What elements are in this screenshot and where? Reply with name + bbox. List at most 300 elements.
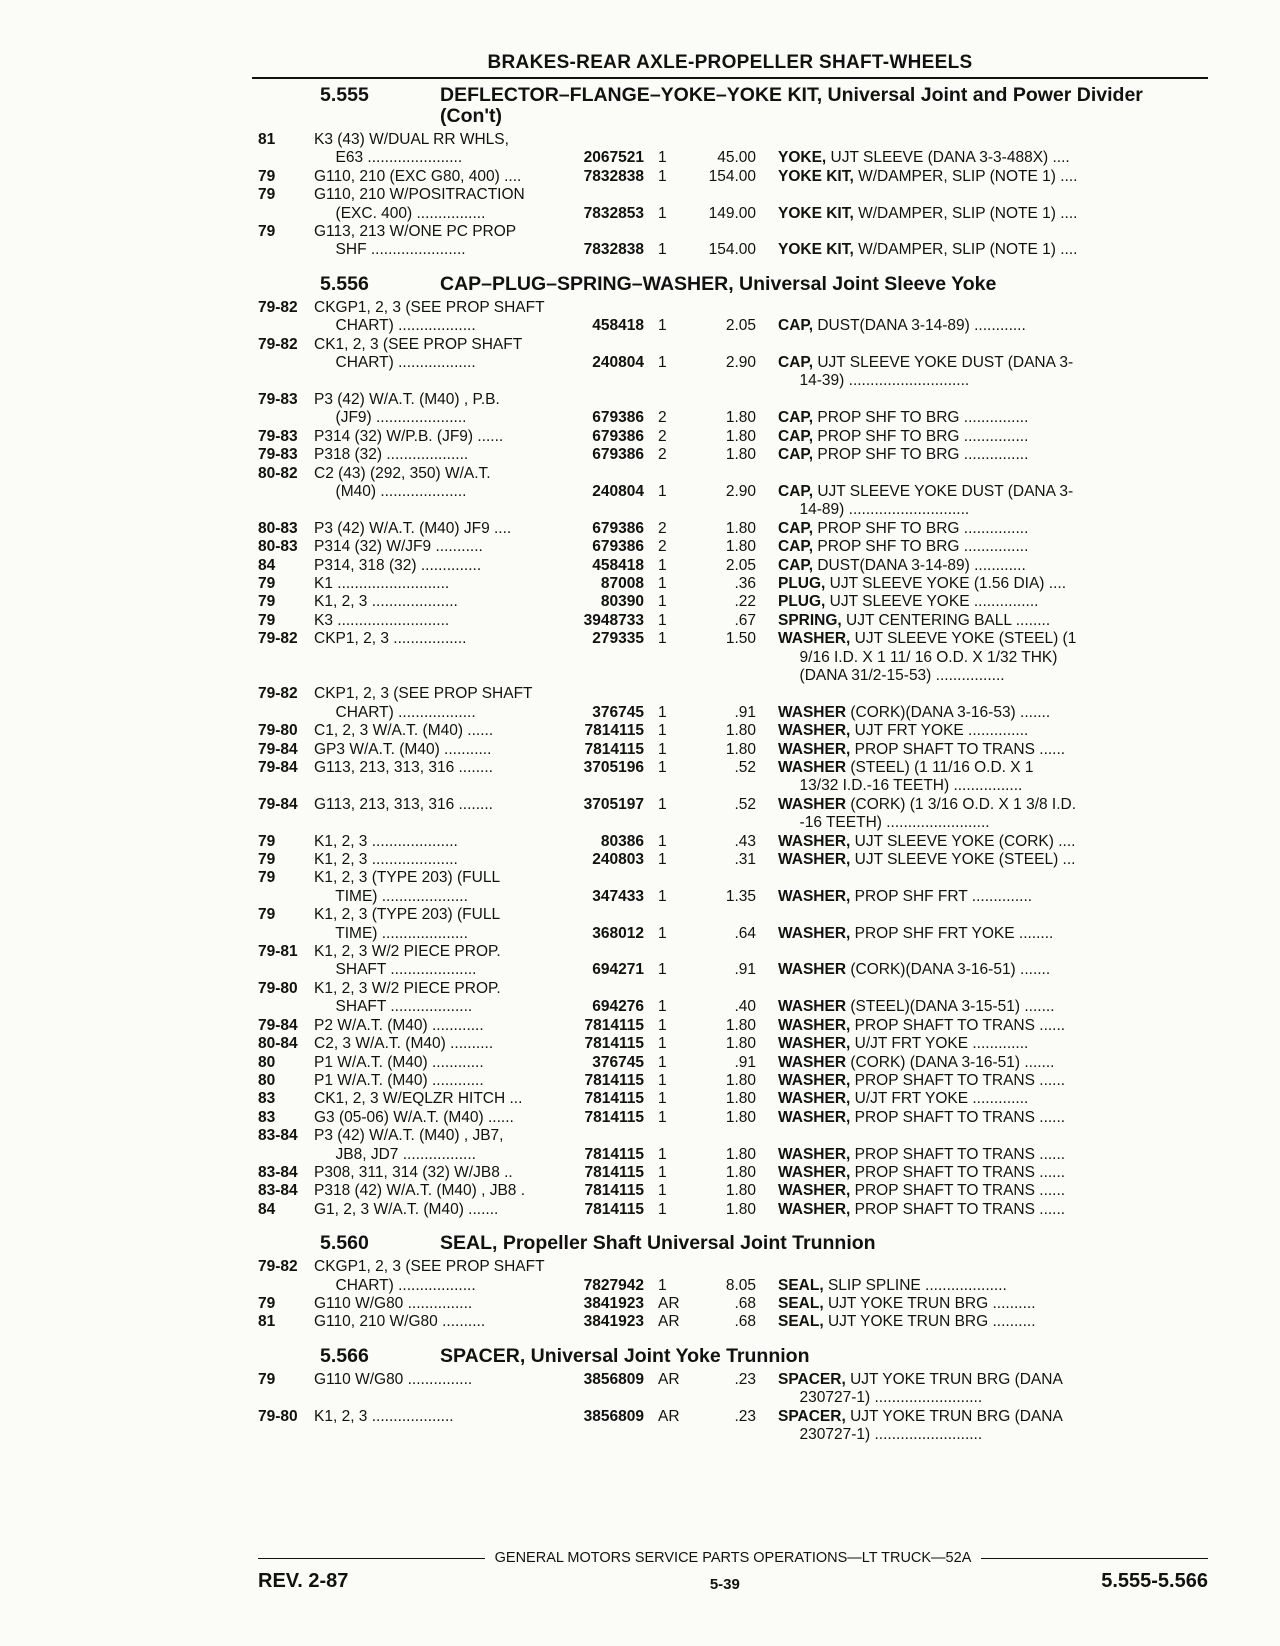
price-cell <box>686 667 756 685</box>
description-cell <box>756 593 1208 611</box>
part-number-cell: 2067521 <box>583 149 644 167</box>
application-cell: G110, 210 W/G80 .......... <box>314 1313 486 1331</box>
part-name: WASHER <box>778 961 847 979</box>
footer-rule-left <box>258 1558 485 1559</box>
price-cell <box>686 869 756 887</box>
footer-rule-line <box>258 1550 1208 1566</box>
price-cell: .68 <box>734 1294 756 1312</box>
description-cell <box>756 520 1208 538</box>
description-cell <box>756 851 1208 869</box>
quantity-cell <box>644 501 686 519</box>
application-cell: P3 (42) W/A.T. (M40) JF9 .... <box>314 519 512 537</box>
description-cell <box>756 869 1208 887</box>
description-text: (CORK)(DANA 3-16-51) ....... <box>846 961 1051 979</box>
price-cell: .64 <box>734 924 756 942</box>
application-cell: P2 W/A.T. (M40) ............ <box>314 1016 484 1034</box>
quantity-cell: 1 <box>658 167 667 185</box>
application-cell: C2 (43) (292, 350) W/A.T. <box>314 464 491 482</box>
description-cell <box>756 131 1208 149</box>
quantity-cell: AR <box>658 1370 680 1388</box>
part-number-cell: 7814115 <box>584 1071 644 1089</box>
table-row <box>258 1258 1208 1276</box>
description-cell <box>756 888 1208 906</box>
application-cell: C1, 2, 3 W/A.T. (M40) ...... <box>314 722 494 740</box>
price-cell: 1.80 <box>725 446 756 464</box>
year-cell: 79-82 <box>258 298 298 316</box>
table-row <box>258 520 1208 538</box>
quantity-cell <box>644 372 686 390</box>
description-cell <box>756 336 1208 354</box>
quantity-cell: 1 <box>658 593 667 611</box>
quantity-cell: 2 <box>658 519 667 537</box>
part-number-cell: 3856809 <box>583 1407 644 1425</box>
footer-rule-right <box>981 1558 1208 1559</box>
part-number-cell: 3856809 <box>583 1370 644 1388</box>
description-text: PROP SHAFT TO TRANS ...... <box>850 1108 1066 1126</box>
application-cell <box>314 1426 574 1444</box>
quantity-cell: 1 <box>658 832 667 850</box>
table-row <box>258 814 1208 832</box>
quantity-cell: AR <box>658 1313 680 1331</box>
description-cell <box>756 1182 1208 1200</box>
table-row <box>258 1313 1208 1331</box>
quantity-cell: 1 <box>658 961 667 979</box>
part-name: SEAL, <box>778 1276 824 1294</box>
description-cell <box>756 575 1208 593</box>
year-cell: 79 <box>258 611 276 629</box>
description-text: PROP SHF TO BRG ............... <box>813 538 1029 556</box>
table-row <box>258 1072 1208 1090</box>
year-cell: 79 <box>258 186 276 204</box>
price-cell: .22 <box>734 593 756 611</box>
part-name: SPACER, <box>778 1370 846 1388</box>
price-cell <box>686 1389 756 1407</box>
part-number-cell: 694271 <box>592 961 644 979</box>
part-number-cell <box>574 1426 644 1444</box>
section-range: 5.555-5.566 <box>1101 1570 1208 1592</box>
table-row <box>258 149 1208 167</box>
application-cell: CK1, 2, 3 (SEE PROP SHAFT <box>314 335 523 353</box>
quantity-cell: 1 <box>658 574 667 592</box>
quantity-cell <box>644 814 686 832</box>
description-text: SLIP SPLINE ................... <box>823 1276 1007 1294</box>
section-number: 5.566 <box>320 1344 369 1367</box>
quantity-cell: 1 <box>658 1145 667 1163</box>
part-name: WASHER, <box>778 1071 851 1089</box>
part-number-cell <box>574 465 644 483</box>
page-footer <box>258 1550 1208 1593</box>
year-cell: 83 <box>258 1108 276 1126</box>
price-cell: 1.80 <box>725 740 756 758</box>
part-number-cell: 7827942 <box>583 1276 644 1294</box>
year-cell: 79 <box>258 851 276 869</box>
description-text: PROP SHAFT TO TRANS ...... <box>850 1200 1066 1218</box>
quantity-cell <box>644 777 686 795</box>
quantity-cell: 1 <box>658 998 667 1016</box>
quantity-cell <box>644 649 686 667</box>
description-cell <box>756 557 1208 575</box>
price-cell: 2.05 <box>725 317 756 335</box>
section-title: DEFLECTOR–FLANGE–YOKE–YOKE KIT, Universal Joint and Power Divider (Con't) <box>440 84 1143 127</box>
quantity-cell: 1 <box>658 354 667 372</box>
table-row <box>258 483 1208 501</box>
table-row <box>258 1035 1208 1053</box>
table-row <box>258 906 1208 924</box>
application-cell: K1, 2, 3 W/2 PIECE PROP. <box>314 979 501 997</box>
quantity-cell: 1 <box>658 611 667 629</box>
description-cell <box>756 649 1208 667</box>
table-row <box>258 1109 1208 1127</box>
price-cell <box>686 391 756 409</box>
description-cell <box>756 391 1208 409</box>
application-cell: P314 (32) W/JF9 ........... <box>314 538 483 556</box>
application-cell <box>314 814 574 832</box>
price-cell <box>686 336 756 354</box>
year-cell: 79-83 <box>258 446 298 464</box>
year-cell <box>258 205 314 223</box>
part-number-cell: 679386 <box>592 409 644 427</box>
description-text: PROP SHAFT TO TRANS ...... <box>850 1145 1066 1163</box>
price-cell: 1.80 <box>725 409 756 427</box>
quantity-cell <box>644 869 686 887</box>
description-text: PROP SHAFT TO TRANS ...... <box>850 1071 1066 1089</box>
description-cell <box>756 1072 1208 1090</box>
description-cell <box>756 1164 1208 1182</box>
price-cell <box>686 186 756 204</box>
table-row <box>258 925 1208 943</box>
quantity-cell: 1 <box>658 851 667 869</box>
year-cell <box>258 409 314 427</box>
application-cell: K1, 2, 3 (TYPE 203) (FULL <box>314 869 501 887</box>
part-name: WASHER, <box>778 722 851 740</box>
part-name: CAP, <box>778 519 814 537</box>
description-cell <box>756 317 1208 335</box>
description-text: UJT SLEEVE YOKE ............... <box>825 593 1039 611</box>
description-text: U/JT FRT YOKE ............. <box>850 1035 1029 1053</box>
table-row <box>258 1054 1208 1072</box>
table-row <box>258 299 1208 317</box>
year-cell: 79 <box>258 869 276 887</box>
year-cell: 79 <box>258 223 276 241</box>
table-row <box>258 888 1208 906</box>
year-cell: 79 <box>258 1370 276 1388</box>
description-text: UJT SLEEVE YOKE (CORK) .... <box>850 832 1076 850</box>
table-row <box>258 241 1208 259</box>
table-row <box>258 667 1208 685</box>
quantity-cell <box>644 943 686 961</box>
description-cell <box>756 1201 1208 1219</box>
quantity-cell: 1 <box>658 556 667 574</box>
description-text: (CORK) (DANA 3-16-51) ....... <box>846 1053 1055 1071</box>
price-cell <box>686 1426 756 1444</box>
table-row <box>258 428 1208 446</box>
part-name: PLUG, <box>778 574 826 592</box>
quantity-cell: 1 <box>658 887 667 905</box>
table-row <box>258 1146 1208 1164</box>
year-cell <box>258 149 314 167</box>
year-cell: 79-84 <box>258 795 298 813</box>
catalog-page <box>258 52 1208 1452</box>
part-number-cell: 7814115 <box>584 722 644 740</box>
description-cell <box>756 1277 1208 1295</box>
table-row <box>258 1127 1208 1145</box>
description-text: UJT FRT YOKE .............. <box>850 722 1029 740</box>
description-cell <box>756 814 1208 832</box>
part-name: YOKE KIT, <box>778 204 854 222</box>
table-row <box>258 869 1208 887</box>
price-cell <box>686 777 756 795</box>
table-row <box>258 409 1208 427</box>
part-name: WASHER, <box>778 1090 851 1108</box>
description-cell <box>756 943 1208 961</box>
description-text: UJT SLEEVE YOKE (STEEL) ... <box>850 851 1076 869</box>
price-cell: .91 <box>734 703 756 721</box>
table-row <box>258 372 1208 390</box>
year-cell <box>258 998 314 1016</box>
description-cell <box>756 704 1208 722</box>
section-spacer <box>258 260 1208 268</box>
application-cell: (EXC. 400) ................ <box>314 204 486 222</box>
table-row <box>258 1295 1208 1313</box>
part-number-cell: 679386 <box>592 446 644 464</box>
quantity-cell <box>644 1389 686 1407</box>
price-cell: .31 <box>734 851 756 869</box>
description-cell <box>756 186 1208 204</box>
part-name: WASHER, <box>778 1016 851 1034</box>
part-number-cell <box>574 649 644 667</box>
year-cell: 83-84 <box>258 1127 298 1145</box>
price-cell: 2.90 <box>725 482 756 500</box>
application-cell: P318 (42) W/A.T. (M40) , JB8 . <box>314 1182 526 1200</box>
description-text: PROP SHF FRT .............. <box>850 887 1033 905</box>
description-cell <box>756 925 1208 943</box>
quantity-cell <box>644 391 686 409</box>
description-cell <box>756 299 1208 317</box>
price-cell: 1.50 <box>725 630 756 648</box>
table-row <box>258 741 1208 759</box>
application-cell: TIME) .................... <box>314 924 468 942</box>
quantity-cell: 2 <box>658 538 667 556</box>
year-cell <box>258 317 314 335</box>
description-text: (STEEL)(DANA 3-15-51) ....... <box>846 998 1055 1016</box>
application-cell: CHART) .................. <box>314 703 476 721</box>
description-cell <box>756 501 1208 519</box>
price-cell: 1.80 <box>725 1090 756 1108</box>
table-row <box>258 317 1208 335</box>
description-cell <box>756 777 1208 795</box>
part-number-cell: 3948733 <box>583 611 644 629</box>
table-row <box>258 1408 1208 1426</box>
application-cell: CHART) .................. <box>314 317 476 335</box>
price-cell: 149.00 <box>708 204 756 222</box>
price-cell: 1.80 <box>725 427 756 445</box>
page-number: 5-39 <box>709 1576 740 1593</box>
year-cell <box>258 814 314 832</box>
application-cell: C2, 3 W/A.T. (M40) .......... <box>314 1035 494 1053</box>
price-cell: 8.05 <box>725 1276 756 1294</box>
description-text: PROP SHF TO BRG ............... <box>813 409 1029 427</box>
price-cell <box>686 943 756 961</box>
price-cell: .52 <box>734 795 756 813</box>
quantity-cell: 1 <box>658 740 667 758</box>
year-cell <box>258 1146 314 1164</box>
table-row <box>258 833 1208 851</box>
part-name: WASHER <box>778 759 847 776</box>
part-name: WASHER, <box>778 1035 851 1053</box>
part-number-cell: 80386 <box>600 832 644 850</box>
application-cell: P318 (32) ................... <box>314 446 469 464</box>
part-number-cell: 679386 <box>592 427 644 445</box>
price-cell <box>686 814 756 832</box>
price-cell: 2.90 <box>725 354 756 372</box>
price-cell <box>686 131 756 149</box>
part-name: CAP, <box>778 354 814 372</box>
price-cell: .52 <box>734 759 756 776</box>
year-cell: 79-83 <box>258 390 298 408</box>
description-cell <box>756 961 1208 979</box>
description-text: PROP SHF TO BRG ............... <box>813 427 1029 445</box>
description-cell <box>756 1258 1208 1276</box>
quantity-cell <box>644 1127 686 1145</box>
year-cell <box>258 1277 314 1295</box>
description-cell <box>756 759 1208 777</box>
part-number-cell <box>574 299 644 317</box>
application-cell: G1, 2, 3 W/A.T. (M40) ....... <box>314 1200 499 1218</box>
quantity-cell: 1 <box>658 149 667 167</box>
quantity-cell: 1 <box>658 1035 667 1053</box>
year-cell: 81 <box>258 131 276 148</box>
part-name: YOKE, <box>778 149 827 167</box>
part-name: CAP, <box>778 538 814 556</box>
price-cell: 1.80 <box>725 722 756 740</box>
part-number-cell <box>574 685 644 703</box>
table-row <box>258 501 1208 519</box>
application-cell: K1, 2, 3 .................... <box>314 851 458 869</box>
quantity-cell: 1 <box>658 759 667 776</box>
application-cell: SHAFT ................... <box>314 998 473 1016</box>
section-number: 5.560 <box>320 1232 369 1255</box>
quantity-cell: 1 <box>658 1182 667 1200</box>
part-name: WASHER, <box>778 887 851 905</box>
description-text: (STEEL) (1 11/16 O.D. X 1 <box>846 759 1034 776</box>
description-text: 14-39) ............................ <box>778 372 970 390</box>
application-cell <box>314 1389 574 1407</box>
application-cell: P314 (32) W/P.B. (JF9) ...... <box>314 427 504 445</box>
table-row <box>258 538 1208 556</box>
application-cell: CHART) .................. <box>314 354 476 372</box>
price-cell <box>686 223 756 241</box>
description-text: W/DAMPER, SLIP (NOTE 1) .... <box>853 204 1078 222</box>
description-cell <box>756 428 1208 446</box>
price-cell: .91 <box>734 961 756 979</box>
part-number-cell <box>574 869 644 887</box>
description-cell <box>756 1109 1208 1127</box>
part-name: SEAL, <box>778 1313 824 1331</box>
part-number-cell <box>574 1258 644 1276</box>
application-cell: E63 ...................... <box>314 149 463 167</box>
price-cell <box>686 501 756 519</box>
description-text: PROP SHAFT TO TRANS ...... <box>850 1182 1066 1200</box>
description-cell <box>756 1313 1208 1331</box>
quantity-cell: 1 <box>658 1200 667 1218</box>
description-text: UJT YOKE TRUN BRG .......... <box>823 1313 1036 1331</box>
table-row <box>258 1182 1208 1200</box>
application-cell: CKP1, 2, 3 ................. <box>314 630 467 648</box>
part-name: WASHER, <box>778 1108 851 1126</box>
year-cell <box>258 372 314 390</box>
sections-container <box>258 85 1208 1452</box>
part-number-cell <box>574 131 644 149</box>
quantity-cell: 1 <box>658 703 667 721</box>
description-text: UJT YOKE TRUN BRG (DANA <box>845 1370 1063 1388</box>
price-cell: 1.35 <box>725 887 756 905</box>
table-row <box>258 131 1208 149</box>
table-row <box>258 354 1208 372</box>
section-title: SEAL, Propeller Shaft Universal Joint Trunnion <box>440 1232 876 1255</box>
description-cell <box>756 1035 1208 1053</box>
application-cell: G110, 210 W/POSITRACTION <box>314 186 525 204</box>
description-text: UJT YOKE TRUN BRG .......... <box>823 1294 1036 1312</box>
year-cell: 79-81 <box>258 943 298 961</box>
description-text: UJT CENTERING BALL ........ <box>841 611 1051 629</box>
part-name: WASHER, <box>778 740 851 758</box>
year-cell: 83-84 <box>258 1163 298 1181</box>
description-text: UJT SLEEVE YOKE (1.56 DIA) .... <box>825 574 1067 592</box>
part-number-cell: 368012 <box>592 924 644 942</box>
application-cell <box>314 667 574 685</box>
section-spacer <box>258 1444 1208 1452</box>
price-cell: 1.80 <box>725 1200 756 1218</box>
quantity-cell <box>644 131 686 149</box>
section-title: SPACER, Universal Joint Yoke Trunnion <box>440 1344 810 1367</box>
description-cell <box>756 1017 1208 1035</box>
description-cell <box>756 1054 1208 1072</box>
section-number: 5.555 <box>320 84 369 106</box>
part-number-cell <box>574 906 644 924</box>
table-row <box>258 759 1208 777</box>
table-row <box>258 1201 1208 1219</box>
year-cell: 79-84 <box>258 740 298 758</box>
quantity-cell <box>644 1258 686 1276</box>
description-cell <box>756 483 1208 501</box>
application-cell: P3 (42) W/A.T. (M40) , JB7, <box>314 1127 504 1145</box>
part-number-cell: 7814115 <box>584 1163 644 1181</box>
description-cell <box>756 685 1208 703</box>
year-cell: 79 <box>258 1294 276 1312</box>
section-heading <box>258 274 1208 295</box>
year-cell <box>258 354 314 372</box>
part-number-cell: 7814115 <box>584 1035 644 1053</box>
description-cell <box>756 465 1208 483</box>
price-cell: .23 <box>734 1407 756 1425</box>
price-cell <box>686 299 756 317</box>
quantity-cell <box>644 1426 686 1444</box>
part-number-cell: 87008 <box>600 574 644 592</box>
description-cell <box>756 1295 1208 1313</box>
application-cell: G110 W/G80 ............... <box>314 1370 473 1388</box>
year-cell: 79 <box>258 832 276 850</box>
application-cell: K3 (43) W/DUAL RR WHLS, <box>314 131 509 148</box>
description-cell <box>756 612 1208 630</box>
year-cell: 79-82 <box>258 1258 298 1276</box>
description-text: UJT YOKE TRUN BRG (DANA <box>845 1407 1063 1425</box>
part-number-cell: 376745 <box>592 703 644 721</box>
year-cell <box>258 501 314 519</box>
application-cell: K1, 2, 3 (TYPE 203) (FULL <box>314 906 501 924</box>
price-cell <box>686 1127 756 1145</box>
table-row <box>258 943 1208 961</box>
description-cell <box>756 1090 1208 1108</box>
